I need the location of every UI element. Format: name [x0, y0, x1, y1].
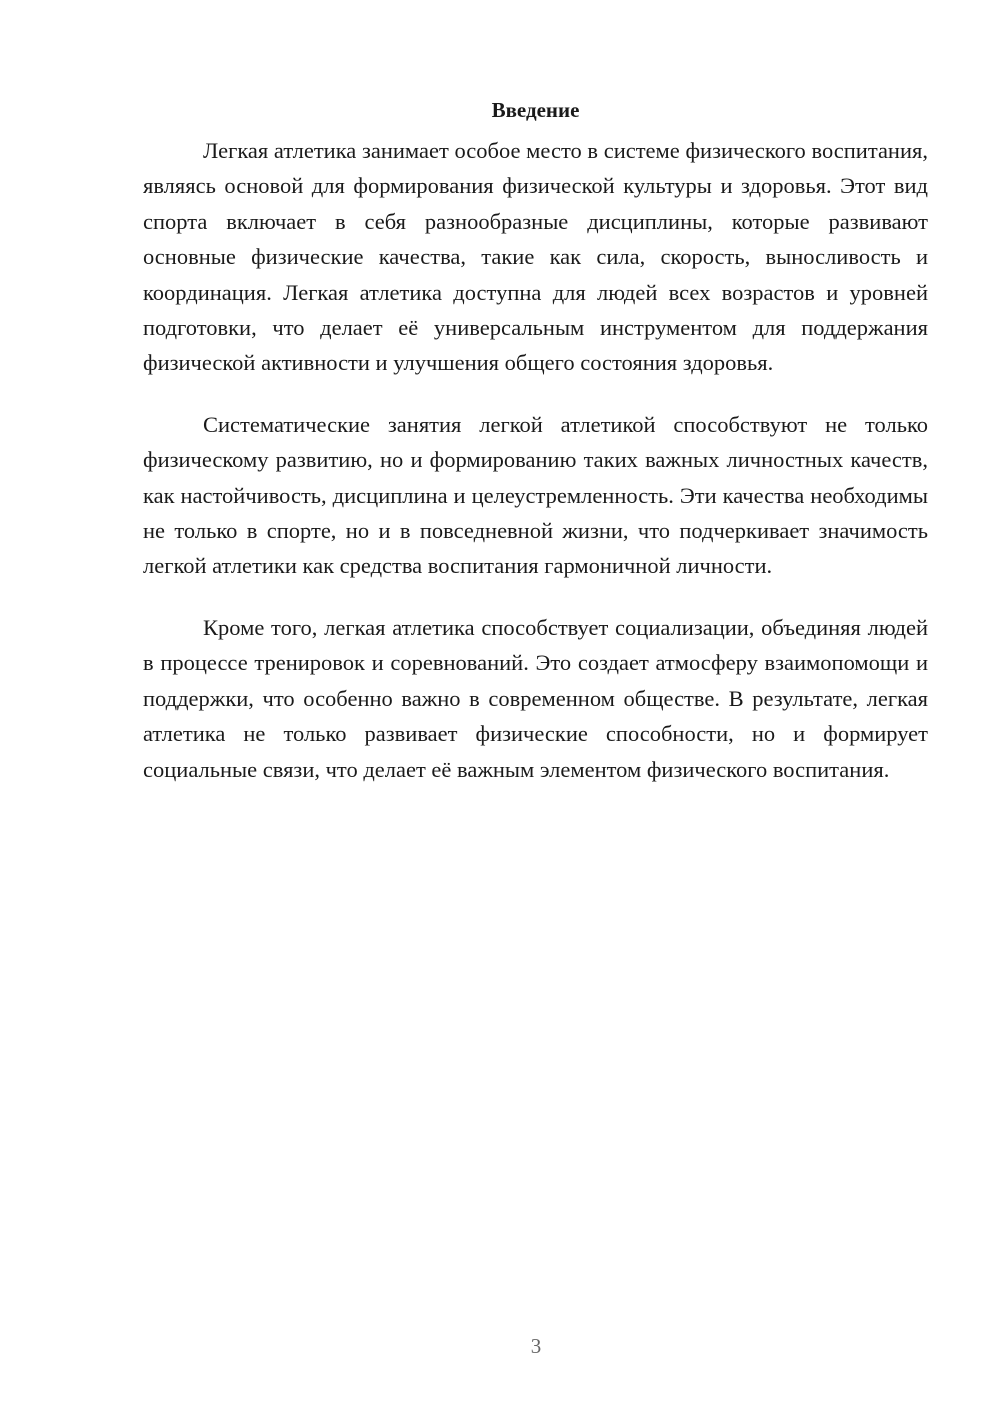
paragraph-1: Легкая атлетика занимает особое место в системе физического воспитания, являясь основой для формирования физической культуры и здоровья. Этот вид спорта включает в себя разнообразные дисциплины, которые развивают основные физические качества, такие как сила, скорость, выносливость и координация. Легкая атлетика доступна для людей всех возрастов и уровней подготовки, что делает её универсальным инструментом для поддержания физической активности и улучшения общего состояния здоровья. [143, 138, 928, 376]
paragraph-3: Кроме того, легкая атлетика способствует социализации, объединяя людей в процессе тренировок и соревнований. Это создает атмосферу взаимопомощи и поддержки, что особенно важно в современном обществе. В результате, легкая атлетика не только развивает физические способности, но и формирует социальные связи, что делает её важным элементом физического воспитания. [143, 614, 928, 782]
page-content [143, 92, 928, 787]
page-number: 3 [530, 1334, 542, 1358]
section-title: Введение [491, 98, 580, 122]
paragraph-2: Систематические занятия легкой атлетикой способствуют не только физическому развитию, но и формированию таких важных личностных качеств, как настойчивость, дисциплина и целеустремленность. Эти качества необходимы не только в спорте, но и в повседневной жизни, что подчеркивает значимость легкой атлетики как средства воспитания гармоничной личности. [143, 411, 928, 579]
